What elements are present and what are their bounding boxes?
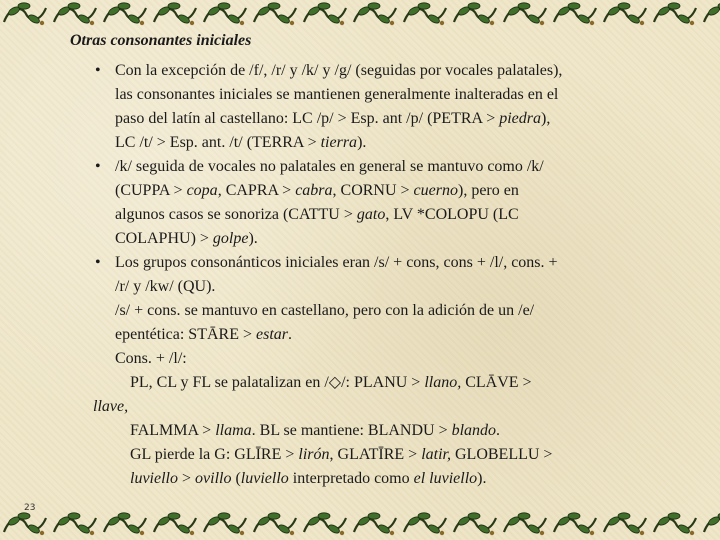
bullet-1-line-2: las consonantes iniciales se mantienen generalmente inalteradas en el — [115, 86, 559, 103]
leaf-ornament — [454, 513, 496, 535]
bullet-3-line-3: /s/ + cons. se mantuvo en castellano, pero con la adición de un /e/ — [115, 302, 535, 319]
top-ornamental-border — [0, 0, 720, 30]
bullet-2-line-3: algunos casos se sonoriza (CATTU > gato, LV *COLOPU (LC — [115, 206, 519, 223]
leaf-ornament — [4, 513, 46, 535]
bottom-ornamental-border — [0, 510, 720, 540]
bullet-1-line-1: Con la excepción de /f/, /r/ y /k/ y /g/ (seguidas por vocales palatales), — [115, 62, 563, 79]
leaf-ornament — [554, 513, 596, 535]
page-number: 23 — [24, 503, 36, 513]
bullet-3-line-5: Cons. + /l/: — [115, 350, 187, 367]
bullet-2-line-4: COLAPHU) > golpe). — [115, 230, 258, 247]
bullet-icon: • — [95, 158, 101, 175]
leaf-ornament — [204, 513, 246, 535]
leaf-ornament — [204, 3, 246, 25]
leaf-ornament — [354, 3, 396, 25]
leaf-ornament — [504, 513, 546, 535]
leaf-ornament — [104, 513, 146, 535]
leaf-ornament — [154, 3, 196, 25]
slide-title: Otras consonantes iniciales — [70, 32, 252, 49]
leaf-ornament — [254, 513, 296, 535]
leaf-ornament — [704, 513, 720, 535]
leaf-ornament — [654, 513, 696, 535]
leaf-ornament — [354, 513, 396, 535]
leaf-ornament — [54, 3, 96, 25]
bullet-3-line-6: PL, CL y FL se palatalizan en /◇/: PLANU > llano, CLĀVE > — [130, 374, 532, 391]
bullet-2-line-2: (CUPPA > copa, CAPRA > cabra, CORNU > cuerno), pero en — [115, 182, 519, 199]
bullet-3-line-10: luviello > ovillo (luviello interpretado como el luviello). — [130, 470, 487, 487]
bullet-3-line-2: /r/ y /kw/ (QU). — [115, 278, 216, 295]
leaf-ornament — [654, 3, 696, 25]
leaf-ornament — [604, 3, 646, 25]
leaf-ornament — [404, 513, 446, 535]
bullet-icon: • — [95, 62, 101, 79]
leaf-scroll-icon — [4, 3, 720, 25]
bullet-3-line-8: FALMMA > llama. BL se mantiene: BLANDU > blando. — [130, 422, 501, 439]
leaf-ornament — [454, 3, 496, 25]
bullet-3-line-7: llave, — [93, 398, 129, 415]
leaf-ornament — [704, 3, 720, 25]
leaf-ornament — [404, 3, 446, 25]
leaf-ornament — [4, 3, 46, 25]
leaf-ornament — [304, 3, 346, 25]
leaf-ornament — [104, 3, 146, 25]
leaf-ornament — [504, 3, 546, 25]
leaf-ornament — [604, 513, 646, 535]
bullet-3-line-1: Los grupos consonánticos iniciales eran /s/ + cons, cons + /l/, cons. + — [115, 254, 558, 271]
leaf-ornament — [154, 513, 196, 535]
leaf-ornament — [254, 3, 296, 25]
leaf-ornament — [54, 513, 96, 535]
bullet-icon: • — [95, 254, 101, 271]
bullet-3-line-4: epentética: STĀRE > estar. — [115, 326, 292, 343]
leaf-ornament — [304, 513, 346, 535]
bullet-1-line-4: LC /t/ > Esp. ant. /t/ (TERRA > tierra). — [115, 134, 367, 151]
leaf-ornament — [554, 3, 596, 25]
bullet-2-line-1: /k/ seguida de vocales no palatales en general se mantuvo como /k/ — [115, 158, 544, 175]
bullet-1-line-3: paso del latín al castellano: LC /p/ > Esp. ant /p/ (PETRA > piedra), — [115, 110, 551, 127]
diamond-glyph-icon: ◇ — [328, 374, 342, 391]
leaf-scroll-icon — [4, 513, 720, 535]
bullet-3-line-9: GL pierde la G: GLĪRE > lirón, GLATĪRE > latir, GLOBELLU > — [130, 446, 553, 463]
